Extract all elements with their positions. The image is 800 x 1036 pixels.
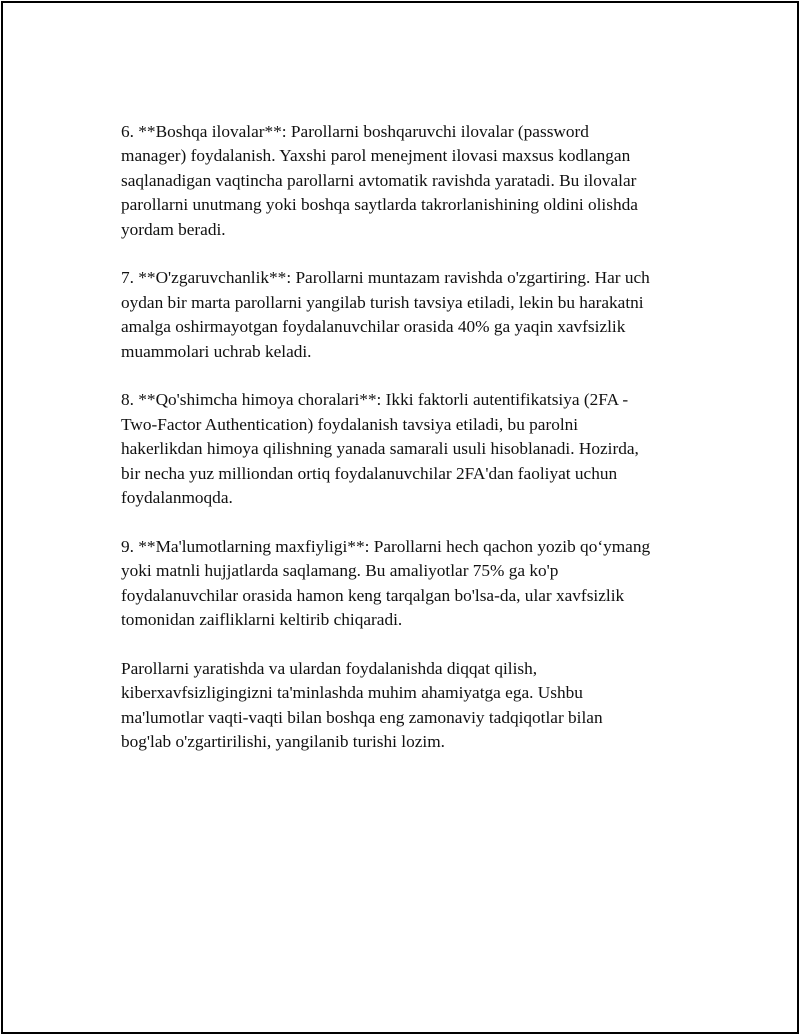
text-line: Two-Factor Authentication) foydalanish tavsiya etiladi, bu parolni bbox=[121, 414, 579, 434]
text-line: ma'lumotlar vaqti-vaqti bilan boshqa eng zamonaviy tadqiqotlar bilan bbox=[121, 707, 603, 727]
text-line: bir necha yuz milliondan ortiq foydalanuvchilar 2FA'dan faoliyat uchun bbox=[121, 463, 618, 483]
text-line: manager) foydalanish. Yaxshi parol menejment ilovasi maxsus kodlangan bbox=[121, 146, 631, 166]
text-line: 9. **Ma'lumotlarning maxfiyligi**: Parollarni hech qachon yozib qo‘ymang bbox=[121, 536, 651, 556]
text-line: 8. **Qo'shimcha himoya choralari**: Ikki faktorli autentifikatsiya (2FA - bbox=[121, 390, 629, 410]
text-line: bog'lab o'zgartirilishi, yangilanib turishi lozim. bbox=[121, 732, 445, 752]
document-page bbox=[1, 1, 799, 1034]
text-line: tomonidan zaifliklarni keltirib chiqaradi. bbox=[121, 610, 403, 630]
text-line: 7. **O'zgaruvchanlik**: Parollarni muntazam ravishda o'zgartiring. Har uch bbox=[121, 268, 650, 288]
paragraph-data-privacy bbox=[121, 535, 696, 633]
text-line: foydalanmoqda. bbox=[121, 488, 233, 508]
text-line: parollarni unutmang yoki boshqa saytlarda takrorlanishining oldini olishda bbox=[121, 195, 638, 215]
text-line: yordam beradi. bbox=[121, 219, 226, 239]
text-line: yoki matnli hujjatlarda saqlamang. Bu amaliyotlar 75% ga ko'p bbox=[121, 561, 559, 581]
text-line: Parollarni yaratishda va ulardan foydalanishda diqqat qilish, bbox=[121, 658, 538, 678]
text-line: kiberxavfsizligingizni ta'minlashda muhim ahamiyatga ega. Ushbu bbox=[121, 683, 583, 703]
paragraph-other-apps bbox=[121, 120, 696, 242]
text-line: 6. **Boshqa ilovalar**: Parollarni boshqaruvchi ilovalar (password bbox=[121, 122, 589, 141]
text-line: muammolari uchrab keladi. bbox=[121, 341, 312, 361]
text-line: hakerlikdan himoya qilishning yanada samarali usuli hisoblanadi. Hozirda, bbox=[121, 439, 639, 459]
paragraph-additional-protection bbox=[121, 388, 696, 510]
text-line: foydalanuvchilar orasida hamon keng tarqalgan bo'lsa-da, ular xavfsizlik bbox=[121, 585, 625, 605]
text-line: oydan bir marta parollarni yangilab turish tavsiya etiladi, lekin bu harakatni bbox=[121, 292, 644, 312]
paragraph-variability bbox=[121, 266, 696, 364]
paragraph-conclusion bbox=[121, 657, 696, 755]
text-line: saqlanadigan vaqtincha parollarni avtomatik ravishda yaratadi. Bu ilovalar bbox=[121, 170, 637, 190]
document-body bbox=[121, 120, 696, 779]
text-line: amalga oshirmayotgan foydalanuvchilar orasida 40% ga yaqin xavfsizlik bbox=[121, 317, 626, 337]
